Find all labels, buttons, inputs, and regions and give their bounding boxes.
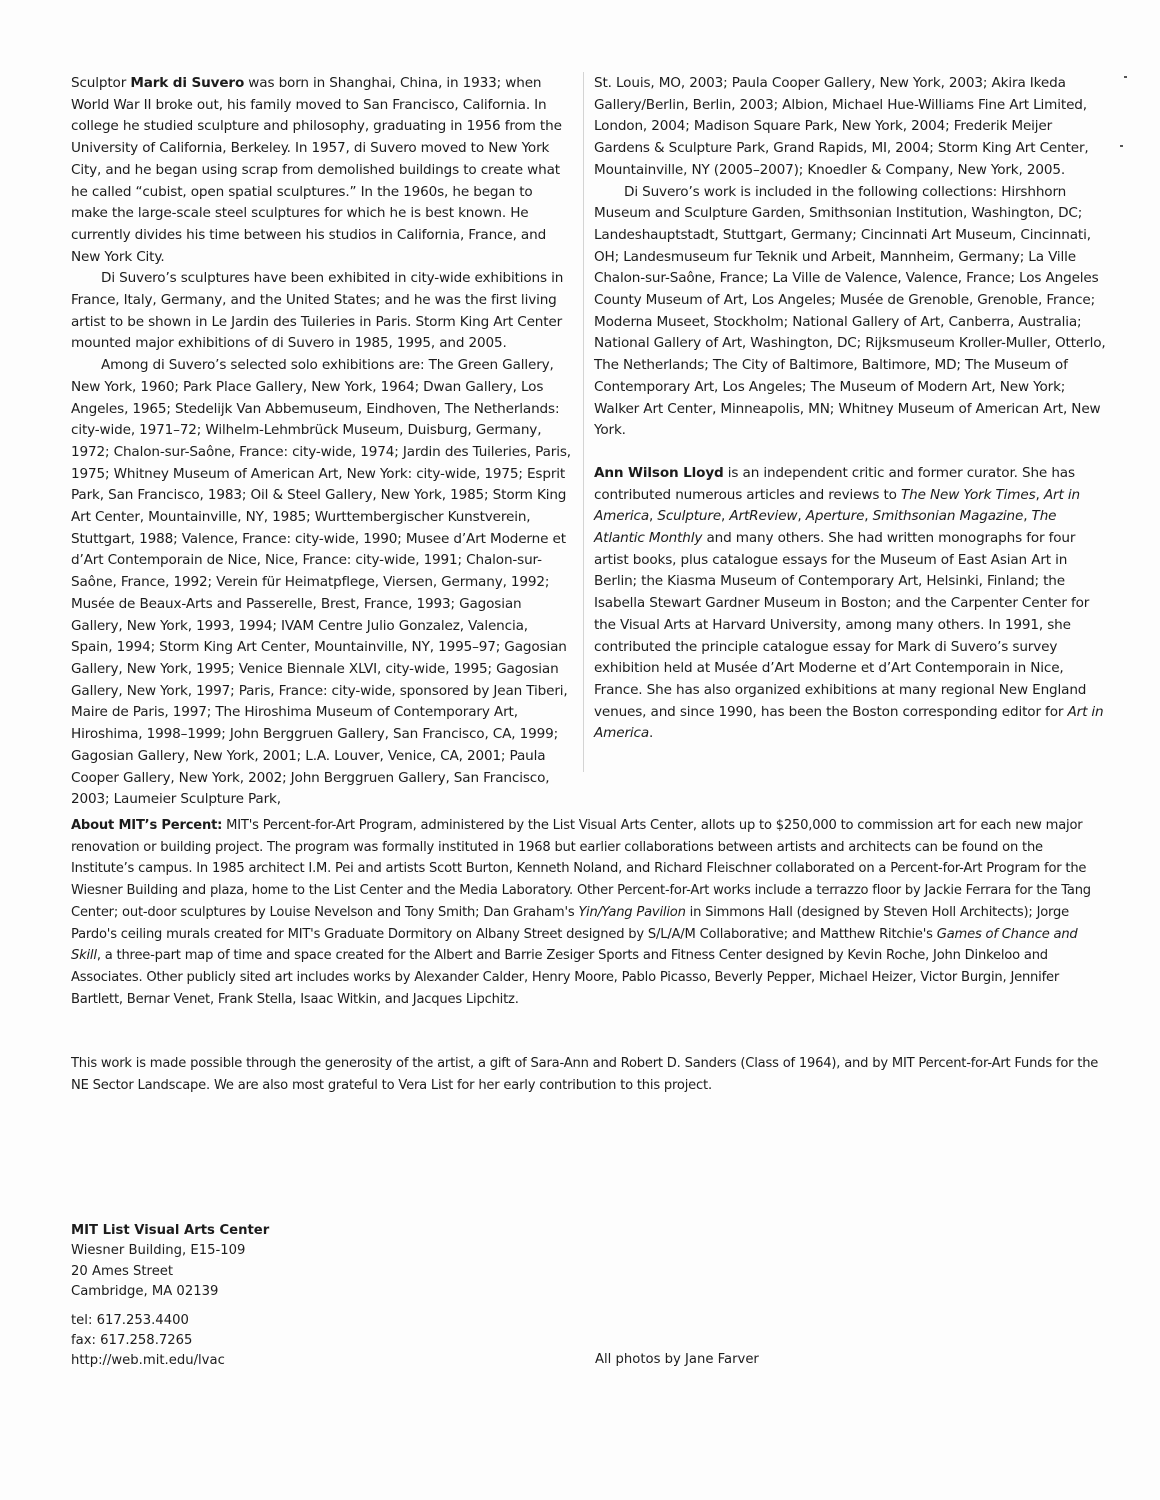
photo-credit: All photos by Jane Farver — [595, 1352, 759, 1367]
scan-artifact — [1124, 76, 1127, 78]
organization-name: MIT List Visual Arts Center — [71, 1223, 270, 1238]
publication-title: Aperture — [805, 508, 865, 525]
fax: fax: 617.258.7265 — [71, 1333, 193, 1349]
solo-exhibitions-continued: St. Louis, MO, 2003; Paula Cooper Gallery, New York, 2003; Akira Ikeda Gallery/Berlin, Berlin, 2003; Albion, Michael Hue-Williams Fine Art Limited, London, 2004; Madison Square Park, New York, 2004; Frederik Meijer Gardens & Sculpture Park, Grand Rapids, MI, 2004; Storm King Art Center, Mountainville, NY (2005–2007); Knoedler & Company, New York, 2005. — [594, 75, 1089, 178]
publication-title: Sculpture — [657, 508, 722, 525]
separator: , — [797, 508, 806, 525]
about-text: MIT's Percent-for-Art Program, administered by the List Visual Arts Center, allots up to $250,000 to commission art for each new major renovation or building project. The program was formally instituted in 1968 but earlier collaborations between artists and architects can be found on the Institute’s campus. In 1985 architect I.M. Pei and artists Scott Burton, Kenneth Noland, and Richard Fleischner collaborated on a Percent-for-Art Program for the Wiesner Building and plaza, home to the List Center and the Media Laboratory. Other Percent-for-Art works include a terrazzo floor by Jackie Ferrara for the Tang Center; out-door sculptures by Louise Nevelson and Tony Smith; Dan Graham's — [71, 818, 1091, 920]
bio-text: is an independent critic and former curator. She has contributed numerous articles and reviews to — [594, 464, 1075, 503]
publication-title: Smithsonian Magazine — [872, 508, 1024, 525]
artwork-title: Games of Chance and Skill — [71, 926, 1078, 964]
left-column — [71, 73, 571, 811]
website-link[interactable]: http://web.mit.edu/lvac — [71, 1353, 225, 1369]
city-address: Cambridge, MA 02139 — [71, 1284, 219, 1300]
scan-artifact — [1120, 145, 1123, 147]
author-bio-paragraph — [594, 463, 1106, 745]
street-address: 20 Ames Street — [71, 1263, 174, 1279]
telephone: tel: 617.253.4400 — [71, 1312, 189, 1328]
intro-text: was born in Shanghai, China, in 1933; when World War II broke out, his family moved to San Francisco, California. In college he studied sculpture and philosophy, graduating in 1956 from the University of California, Berkeley. In 1957, di Suvero moved to New York City, and he began using scrap from demolished buildings to create what he called “cubist, open spatial sculptures.” In the 1960s, he began to make the large-scale steel sculptures for which he is best known. He currently divides his time between his studios in California, France, and New York City. — [71, 75, 562, 265]
publication-title: Art in America — [594, 486, 1080, 525]
separator: , — [649, 508, 658, 525]
author-name: Ann Wilson Lloyd — [594, 464, 724, 481]
separator: , — [864, 508, 873, 525]
publication-title: Art in America — [594, 703, 1104, 742]
funding-credit-text: This work is made possible through the generosity of the artist, a gift of Sara-Ann and Robert D. Sanders (Class of 1964), and by MIT Percent-for-Art Funds for the NE Sector Landscape. We are also most grateful to Vera List for her early contribution to this project. — [71, 1056, 1099, 1093]
collections-paragraph: Di Suvero’s work is included in the following collections: Hirshhorn Museum and Sculpture Garden, Smithsonian Institution, Washington, DC; Landeshauptstadt, Stuttgart, Germany; Cincinnati Art Museum, Cincinnati, OH; Landesmuseum fur Teknik und Arbeit, Mannheim, Germany; La Ville Chalon-sur-Saône, France; La Ville de Valence, Valence, France; Los Angeles County Museum of Art, Los Angeles; Musée de Grenoble, Grenoble, France; Moderna Museet, Stockholm; National Gallery of Art, Canberra, Australia; National Gallery of Art, Washington, DC; Rijksmuseum Kroller-Muller, Otterlo, The Netherlands; The City of Baltimore, Baltimore, MD; The Museum of Contemporary Art, Los Angeles; The Museum of Modern Art, New York; Walker Art Center, Minneapolis, MN; Whitney Museum of American Art, New York. — [594, 183, 1106, 439]
contact-block — [71, 1221, 371, 1372]
artist-intro-paragraph — [71, 73, 571, 268]
separator: , — [1023, 508, 1032, 525]
building-address: Wiesner Building, E15-109 — [71, 1243, 246, 1259]
about-heading: About MIT’s Percent: — [71, 818, 223, 833]
about-paragraph — [71, 815, 1101, 1010]
about-text: in Simmons Hall (designed by Steven Holl Architects); Jorge Pardo's ceiling murals created for MIT's Graduate Dormitory on Albany Street designed by S/L/A/M Collaborative; and Matthew Ritchie's — [71, 904, 1069, 942]
column-divider — [583, 72, 584, 772]
publication-title: ArtReview — [729, 508, 798, 525]
city-wide-exhibitions-paragraph: Di Suvero’s sculptures have been exhibited in city-wide exhibitions in France, Italy, Germany, and the United States; and he was the first living artist to be shown in Le Jardin des Tuileries in Paris. Storm King Art Center mounted major exhibitions of di Suvero in 1985, 1995, and 2005. — [71, 270, 564, 352]
intro-prefix: Sculptor — [71, 75, 131, 91]
solo-exhibitions-paragraph: Among di Suvero’s selected solo exhibitions are: The Green Gallery, New York, 1960; Park Place Gallery, New York, 1964; Dwan Gallery, Los Angeles, 1965; Stedelijk Van Abbemuseum, Eindhoven, The Netherlands: city-wide, 1971–72; Wilhelm-Lehmbrück Museum, Duisburg, Germany, 1972; Chalon-sur-Saône, France: city-wide, 1974; Jardin des Tuileries, Paris, 1975; Whitney Museum of American Art, New York: city-wide, 1975; Esprit Park, San Francisco, 1983; Oil & Steel Gallery, New York, 1985; Storm King Art Center, Mountainville, NY, 1985; Wurttembergischer Kunstverein, Stuttgart, 1988; Valence, France: city-wide, 1990; Musee d’Art Moderne et d’Art Contemporain de Nice, Nice, France: city-wide, 1991; Chalon-sur-Saône, France, 1992; Verein für Heimatpflege, Viersen, Germany, 1992; Musée de Beaux-Arts and Passerelle, Brest, France, 1993; Gagosian Gallery, New York, 1993, 1994; IVAM Centre Julio Gonzalez, Valencia, Spain, 1994; Storm King Art Center, Mountainville, NY, 1995–97; Gagosian Gallery, New York, 1995; Venice Biennale XLVI, city-wide, 1995; Gagosian Gallery, New York, 1997; Paris, France: city-wide, sponsored by Jean Tiberi, Maire de Paris, 1997; The Hiroshima Museum of Contemporary Art, Hiroshima, 1998–1999; John Berggruen Gallery, San Francisco, CA, 1999; Gagosian Gallery, New York, 2001; L.A. Louver, Venice, CA, 2001; Paula Cooper Gallery, New York, 2002; John Berggruen Gallery, San Francisco, 2003; Laumeier Sculpture Park, — [71, 357, 571, 808]
bio-end: . — [649, 725, 654, 742]
separator: , — [1035, 486, 1044, 503]
artwork-title: Yin/Yang Pavilion — [578, 904, 686, 920]
publication-title: The New York Times — [900, 486, 1036, 503]
separator: , — [721, 508, 730, 525]
publication-title: The Atlantic Monthly — [594, 508, 1057, 547]
about-percent-for-art-section — [71, 815, 1101, 1010]
artist-name: Mark di Suvero — [130, 75, 245, 91]
funding-credit-section — [71, 1053, 1101, 1096]
bio-text: and many others. She had written monographs for four artist books, plus catalogue essays for the Museum of East Asian Art in Berlin; the Kiasma Museum of Contemporary Art, Helsinki, Finland; the Isabella Stewart Gardner Museum in Boston; and the Carpenter Center for the Visual Arts at Harvard University, among many others. In 1991, she contributed the principle catalogue essay for Mark di Suvero’s survey exhibition held at Musée d’Art Moderne et d’Art Contemporain in Nice, France. She has also organized exhibitions at many regional New England venues, and since 1990, has been the Boston corresponding editor for — [594, 530, 1090, 720]
about-text: , a three-part map of time and space created for the Albert and Barrie Zesiger Sports and Fitness Center designed by Kevin Roche, John Dinkeloo and Associates. Other publicly sited art includes works by Alexander Calder, Henry Moore, Pablo Picasso, Beverly Pepper, Michael Heizer, Victor Burgin, Jennifer Bartlett, Bernar Venet, Frank Stella, Isaac Witkin, and Jacques Lipchitz. — [71, 948, 1060, 1007]
right-column — [594, 73, 1106, 745]
spacer — [71, 1303, 371, 1311]
